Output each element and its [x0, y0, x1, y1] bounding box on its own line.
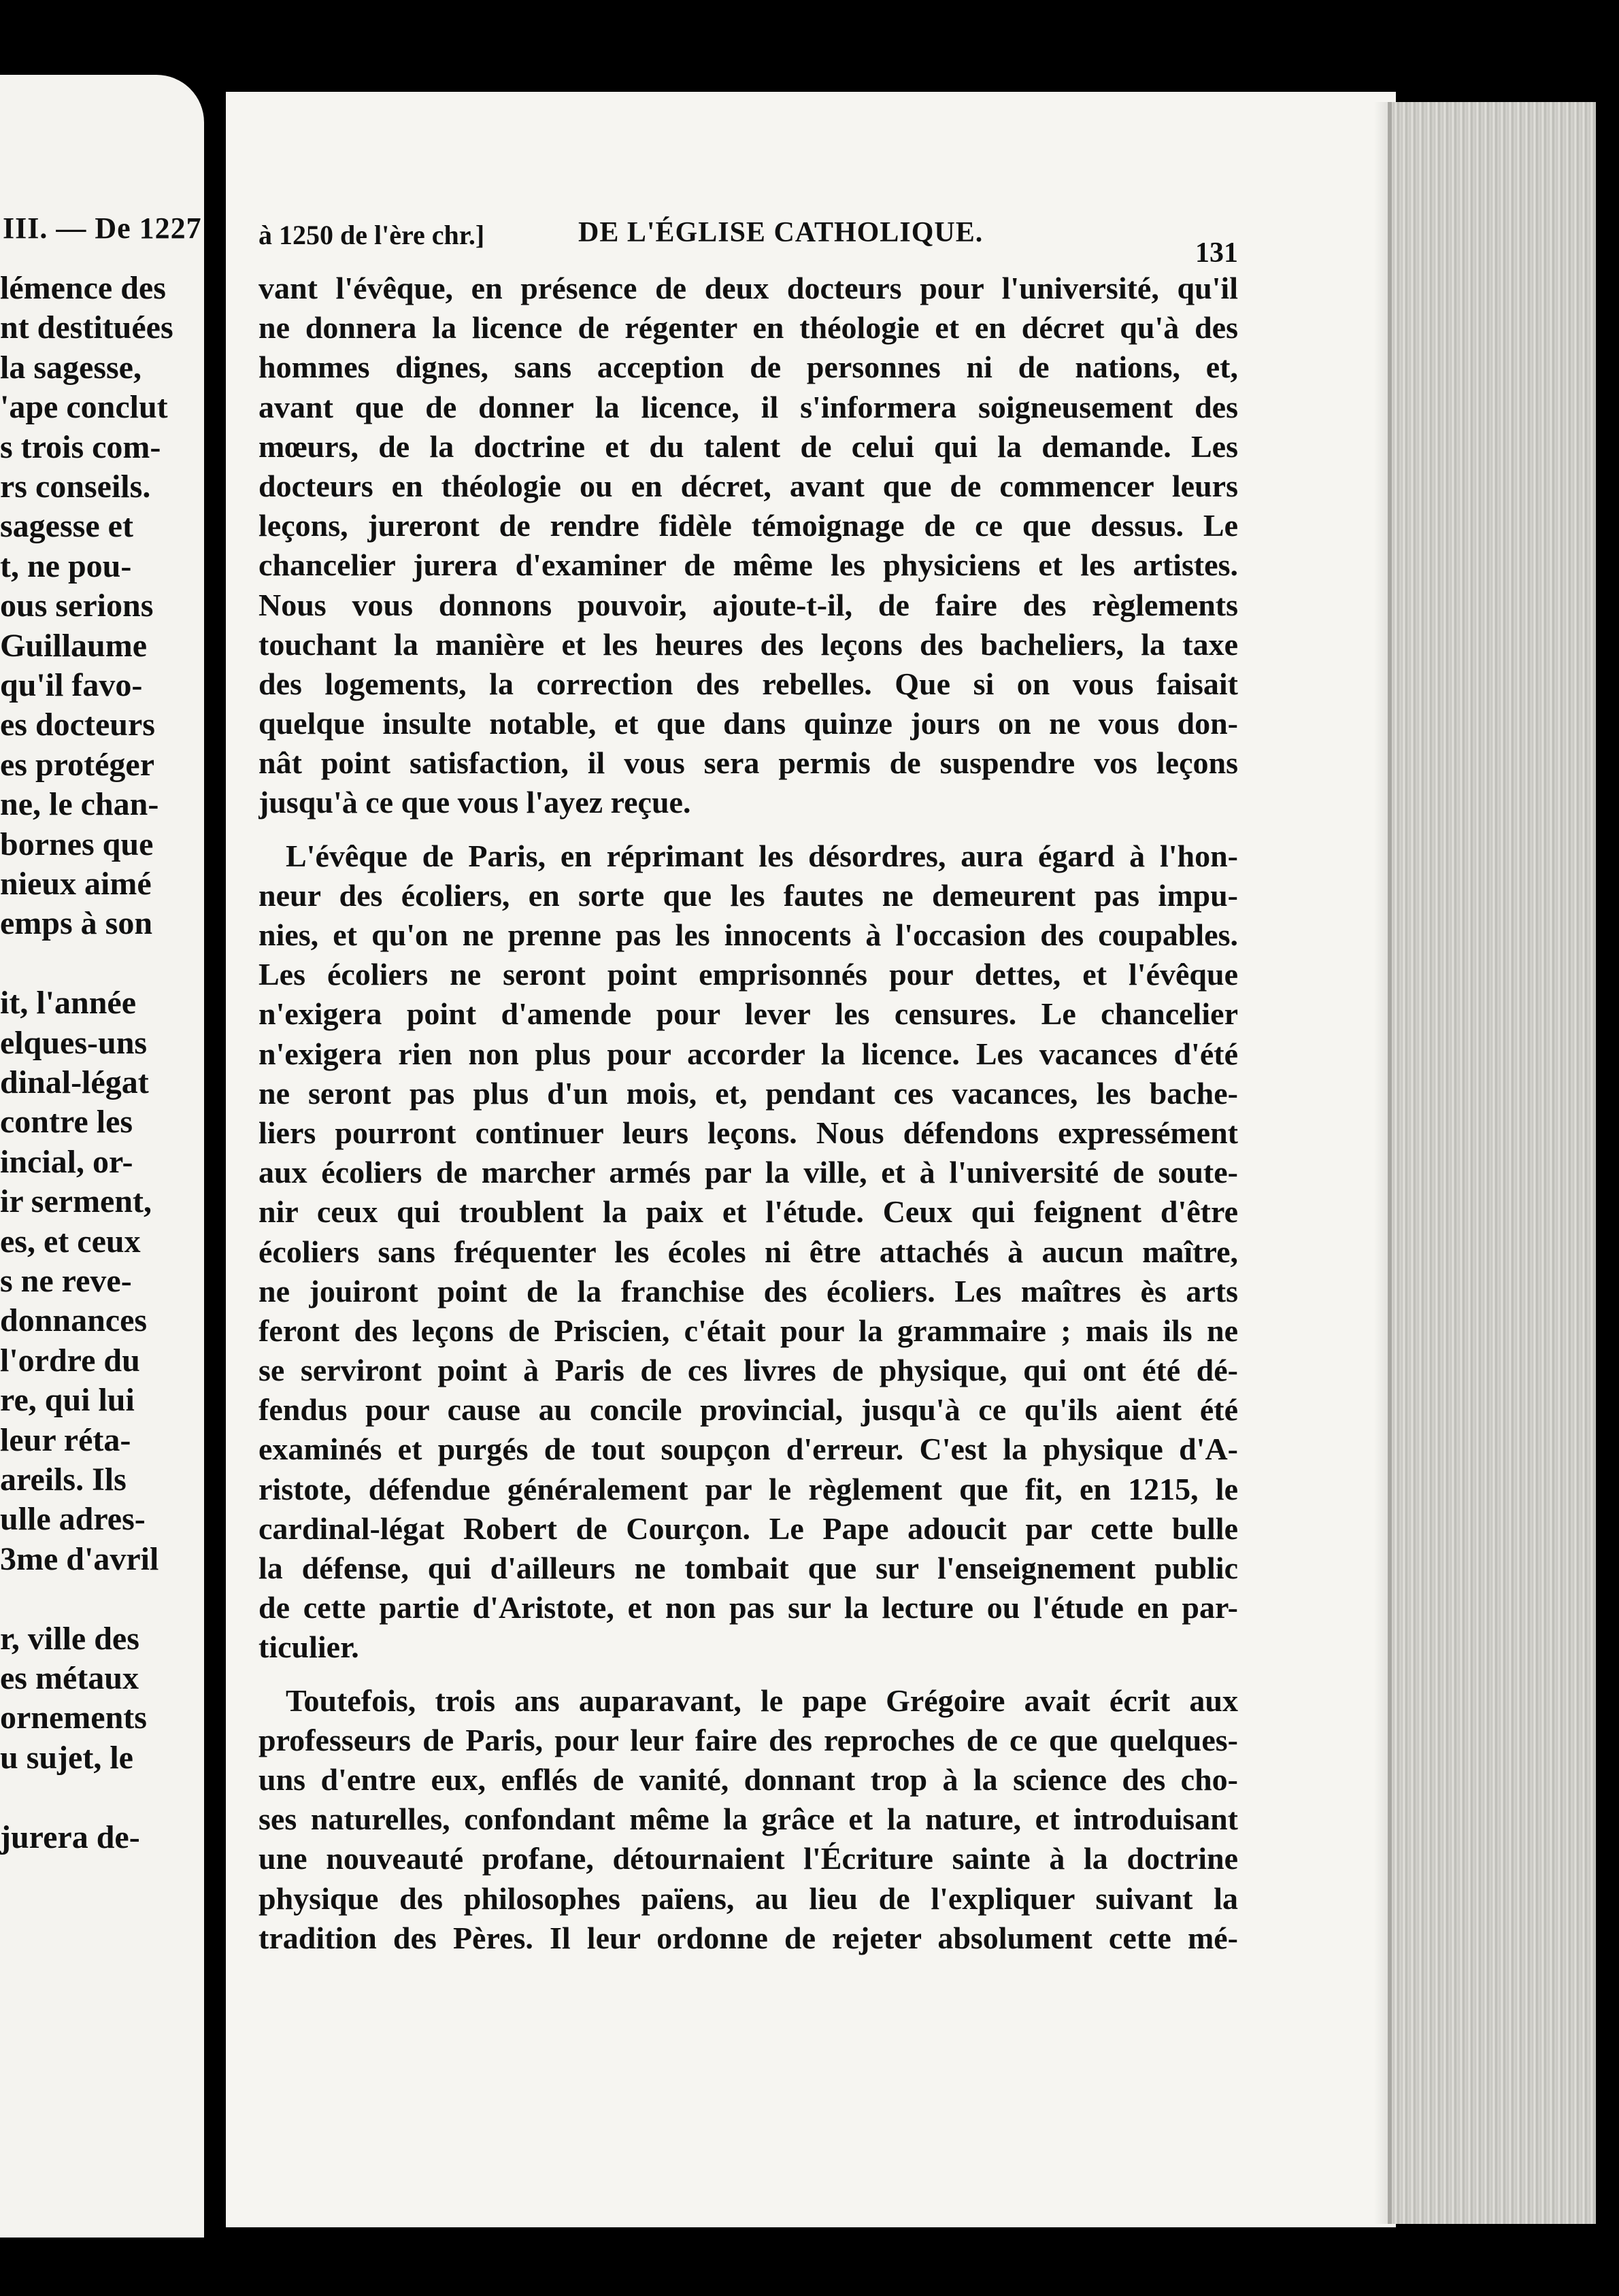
left-page-fragment: donnances	[0, 1302, 148, 1339]
text-line: n'exigera rien non plus pour accorder la licence. Les vacances d'été	[258, 1036, 1238, 1071]
left-page-fragment: s trois com-	[0, 428, 161, 465]
text-line: Nous vous donnons pouvoir, ajoute-t-il, de faire des règlements	[258, 587, 1238, 622]
text-line: ristote, défendue généralement par le règlement que fit, en 1215, le	[258, 1471, 1238, 1506]
text-line: n'exigera point d'amende pour lever les censures. Le chancelier	[258, 996, 1238, 1032]
body-text	[258, 269, 1238, 1958]
left-page-fragment: elques-uns	[0, 1024, 148, 1061]
text-line: mœurs, de la doctrine et du talent de celui qui la demande. Les	[258, 428, 1238, 464]
left-page-fragment: es métaux	[0, 1660, 139, 1696]
text-line: quelque insulte notable, et que dans quinze jours on ne vous don-	[258, 706, 1238, 741]
left-page-fragment: es docteurs	[0, 707, 155, 743]
paragraph	[258, 269, 1238, 823]
running-head	[258, 216, 1238, 269]
text-line: ne seront pas plus d'un mois, et, pendant ces vacances, les bache-	[258, 1075, 1238, 1111]
book-gutter	[204, 0, 226, 2296]
text-line: des logements, la correction des rebelles. Que si on vous faisait	[258, 666, 1238, 701]
text-line: vant l'évêque, en présence de deux docteurs pour l'université, qu'il	[258, 271, 1238, 305]
left-page-fragment: la sagesse,	[0, 349, 141, 386]
page-number: 131	[1195, 237, 1238, 269]
left-page-fragment: re, qui lui	[0, 1382, 135, 1419]
text-line: feront des leçons de Priscien, c'était pour la grammaire ; mais ils ne	[258, 1313, 1238, 1348]
text-line: hommes dignes, sans acception de personnes ni de nations, et,	[258, 350, 1238, 385]
text-line: se serviront point à Paris de ces livres de physique, qui ont été dé-	[258, 1353, 1238, 1388]
left-page-fragment: ulle adres-	[0, 1501, 146, 1538]
text-line: cardinal-légat Robert de Courçon. Le Pape adoucit par cette bulle	[258, 1510, 1238, 1546]
text-line: nies, et qu'on ne prenne pas les innocents à l'occasion des coupables.	[258, 917, 1238, 952]
text-line: L'évêque de Paris, en réprimant les désordres, aura égard à l'hon-	[286, 838, 1238, 873]
left-page-fragment: it, l'année	[0, 985, 136, 1022]
left-page-fragment: sagesse et	[0, 508, 133, 545]
text-line: ne donnera la licence de régenter en théologie et en décret qu'à des	[258, 310, 1238, 345]
running-head-date-range: à 1250 de l'ère chr.]	[258, 220, 485, 250]
text-line: écoliers sans fréquenter les écoles ni être attachés à aucun maître,	[258, 1234, 1238, 1269]
text-line: professeurs de Paris, pour leur faire des reproches de ce que quelques-	[258, 1722, 1238, 1757]
left-page-fragment: emps à son	[0, 905, 153, 942]
left-page-fragment: nt destituées	[0, 309, 173, 346]
left-page-fragment: rs conseils.	[0, 469, 151, 505]
left-page-fragment: incial, or-	[0, 1143, 133, 1180]
text-line: chancelier jurera d'examiner de même les physiciens et les artistes.	[258, 547, 1238, 583]
left-page-fragment: t, ne pou-	[0, 547, 132, 584]
text-line: touchant la manière et les heures des leçons des bacheliers, la taxe	[258, 626, 1238, 662]
left-page-fragment: jurera de-	[0, 1819, 140, 1855]
text-line: Les écoliers ne seront point emprisonnés pour dettes, et l'évêque	[258, 957, 1238, 992]
left-page-fragment: s ne reve-	[0, 1263, 132, 1299]
left-page-fragment: dinal-légat	[0, 1064, 149, 1100]
text-line: uns d'entre eux, enflés de vanité, donnant trop à la science des cho-	[258, 1761, 1238, 1797]
paragraph	[258, 1681, 1238, 1958]
text-line: fendus pour cause au concile provincial, jusqu'à ce qu'ils aient été	[258, 1392, 1238, 1428]
text-line: examinés et purgés de tout soupçon d'erreur. C'est la physique d'A-	[258, 1432, 1238, 1467]
text-line: avant que de donner la licence, il s'informera soigneusement des	[258, 389, 1238, 424]
left-page-fragment: u sujet, le	[0, 1739, 133, 1776]
paragraph-gap	[258, 823, 1238, 837]
left-page-fragment: qu'il favo-	[0, 667, 143, 703]
left-page-fragment: es protéger	[0, 746, 155, 783]
running-head-title: DE L'ÉGLISE CATHOLIQUE.	[578, 217, 984, 248]
left-page-fragment: es, et ceux	[0, 1223, 141, 1260]
text-line: Toutefois, trois ans auparavant, le pape Grégoire avait écrit aux	[286, 1683, 1238, 1718]
text-line: neur des écoliers, en sorte que les fautes ne demeurent pas impu-	[258, 877, 1238, 913]
left-page-fragment: areils. Ils	[0, 1462, 127, 1498]
text-line: une nouveauté profane, détournaient l'Écriture sainte à la doctrine	[258, 1841, 1238, 1876]
facing-page-left	[0, 75, 204, 2238]
left-page-fragment: Guillaume	[0, 627, 148, 664]
left-page-fragment: ir serment,	[0, 1183, 152, 1220]
text-line: aux écoliers de marcher armés par la ville, et à l'université de soute-	[258, 1155, 1238, 1190]
text-line: tradition des Pères. Il leur ordonne de rejeter absolument cette mé-	[258, 1920, 1238, 1955]
left-page-fragment: lémence des	[0, 270, 166, 306]
text-line: de cette partie d'Aristote, et non pas sur la lecture ou l'étude en par-	[258, 1590, 1238, 1625]
left-page-fragment: l'ordre du	[0, 1342, 140, 1379]
left-running-head: III. — De 1227	[3, 212, 202, 245]
left-page-fragment: nieux aimé	[0, 866, 152, 902]
left-page-fragment: contre les	[0, 1104, 133, 1141]
left-page-fragment: ne, le chan-	[0, 786, 159, 823]
left-page-fragment: bornes que	[0, 826, 154, 862]
text-line: nir ceux qui troublent la paix et l'étude. Ceux qui feignent d'être	[258, 1194, 1238, 1230]
paragraph-gap	[258, 1668, 1238, 1681]
book-page-edges	[1388, 102, 1596, 2224]
text-line: ticulier.	[258, 1630, 359, 1665]
text-line: jusqu'à ce que vous l'ayez reçue.	[258, 785, 691, 820]
left-page-fragment: ornements	[0, 1700, 147, 1736]
left-page-fragment: 3me d'avril	[0, 1540, 159, 1577]
text-line: ses naturelles, confondant même la grâce et la nature, et introduisant	[258, 1802, 1238, 1837]
text-line: leçons, jureront de rendre fidèle témoignage de ce que dessus. Le	[258, 508, 1238, 543]
paragraph	[258, 837, 1238, 1668]
text-line: nât point satisfaction, il vous sera permis de suspendre vos leçons	[258, 745, 1238, 781]
left-page-fragment: 'ape conclut	[0, 389, 168, 426]
text-line: docteurs en théologie ou en décret, avant que de commencer leurs	[258, 468, 1238, 503]
left-page-fragment: r, ville des	[0, 1620, 139, 1657]
text-line: liers pourront continuer leurs leçons. Nous défendons expressément	[258, 1115, 1238, 1150]
text-line: ne jouiront point de la franchise des écoliers. Les maîtres ès arts	[258, 1273, 1238, 1309]
left-page-fragment: leur réta-	[0, 1421, 131, 1458]
text-line: physique des philosophes païens, au lieu de l'expliquer suivant la	[258, 1880, 1238, 1916]
text-line: la défense, qui d'ailleurs ne tombait que sur l'enseignement public	[258, 1551, 1238, 1585]
left-page-fragment: ous serions	[0, 588, 154, 624]
